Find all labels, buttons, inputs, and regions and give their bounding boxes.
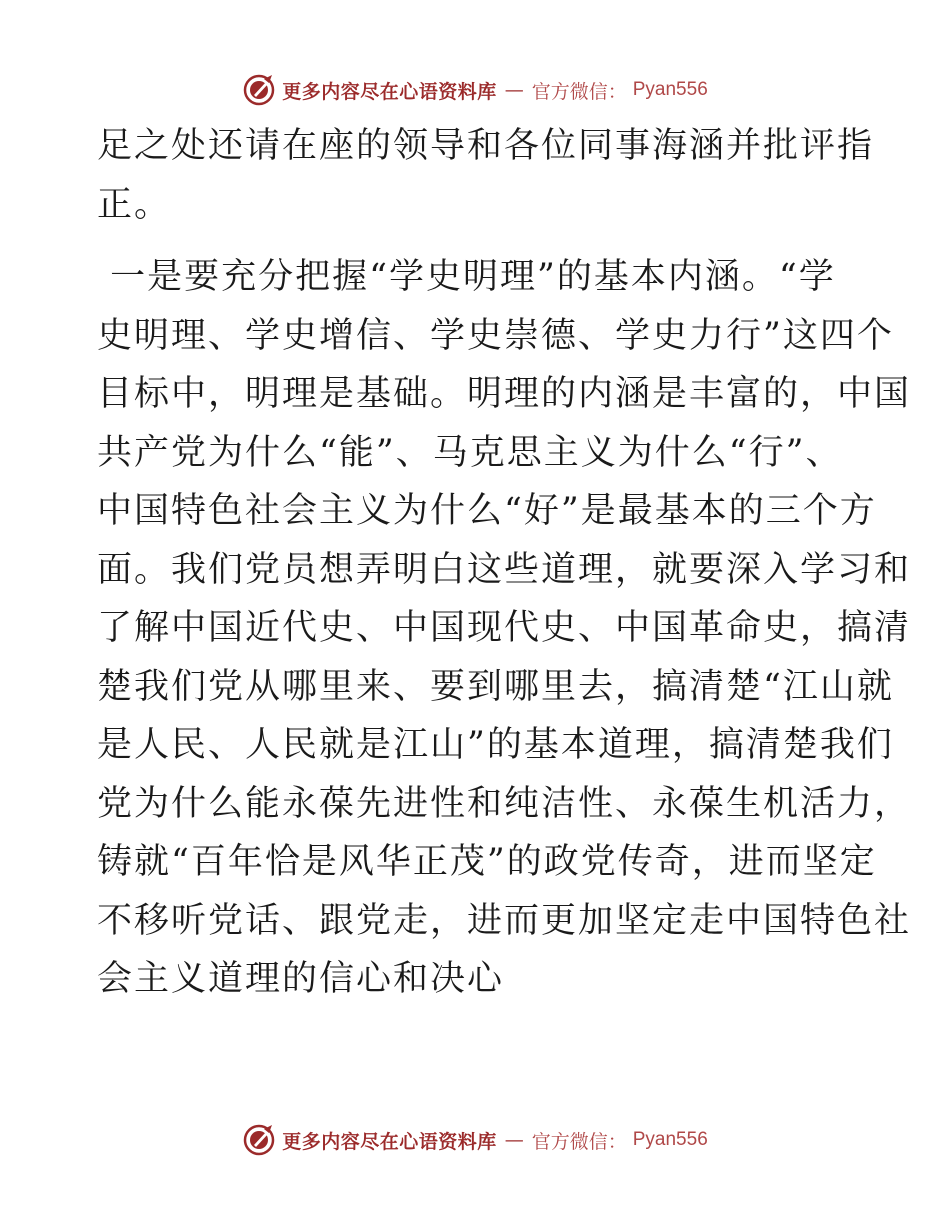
text-line: 一是要充分把握“学史明理”的基本内涵。“学: [97, 257, 836, 297]
text-line: 不移听党话、跟党走，进而更加坚定走中国特色社: [97, 900, 912, 941]
official-wechat-label: 官方微信：: [531, 1130, 627, 1153]
text-line: 会主义道理的信心和决心: [97, 959, 505, 999]
text-line: 史明理、学史增信、学史崇德、学史力行”这四个: [97, 315, 894, 356]
quill-logo-icon: [242, 73, 276, 107]
official-wechat-label: 官方微信：: [531, 80, 627, 103]
text-line: 了解中国近代史、中国现代史、中国革命史，搞清: [97, 608, 912, 648]
text-line: 面。我们党员想弄明白这些道理，就要深入学习和: [97, 549, 912, 590]
brand-text: 更多内容尽在心语资料库: [282, 80, 497, 103]
brand-dash: —: [504, 1129, 524, 1151]
wechat-id: Pyan556: [632, 79, 708, 100]
text-line: 党为什么能永葆先进性和纯洁性、永葆生机活力，: [97, 783, 912, 824]
paragraph-spacer: [97, 234, 857, 248]
text-line: 目标中，明理是基础。明理的内涵是丰富的，中国: [97, 374, 912, 414]
brand-watermark: [242, 73, 708, 107]
paragraph-1: [97, 117, 875, 234]
page-footer: [0, 1120, 950, 1160]
brand-watermark: [242, 1123, 708, 1157]
text-line: 铸就“百年恰是风华正茂”的政党传奇，进而坚定: [97, 842, 877, 882]
brand-text: 更多内容尽在心语资料库: [282, 1130, 497, 1153]
text-line: 足之处还请在座的领导和各位同事海涵并批评指: [97, 126, 875, 166]
paragraph-2: [97, 248, 912, 1009]
document-body: [97, 117, 912, 1009]
text-line: 共产党为什么“能”、马克思主义为什么“行”、: [97, 432, 843, 473]
wechat-id: Pyan556: [632, 1129, 708, 1150]
quill-logo-icon: [242, 1123, 276, 1157]
text-line: 是人民、人民就是江山”的基本道理，搞清楚我们: [97, 725, 894, 765]
text-line: 中国特色社会主义为什么“好”是最基本的三个方: [97, 491, 877, 531]
page-header: [0, 70, 950, 110]
brand-dash: —: [504, 79, 524, 101]
text-line: 楚我们党从哪里来、要到哪里去，搞清楚“江山就: [97, 666, 894, 707]
text-line: 正。: [97, 184, 172, 225]
